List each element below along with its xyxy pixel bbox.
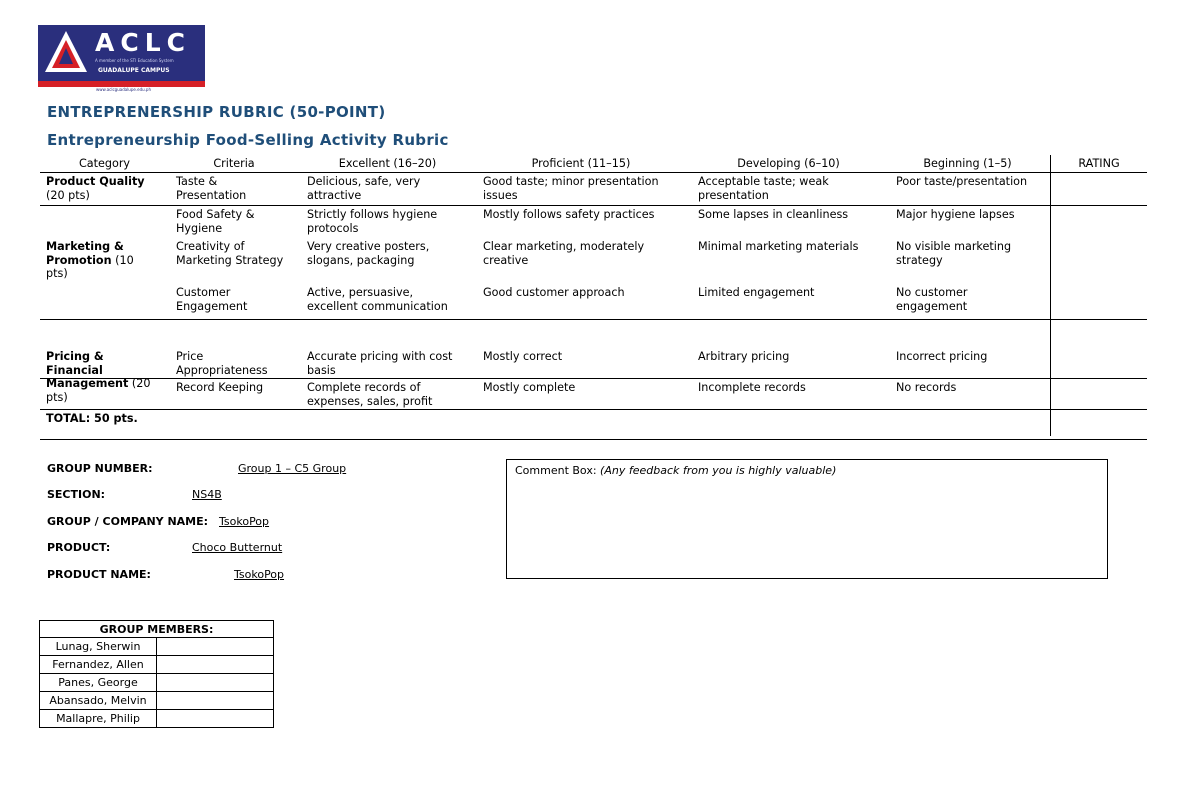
proficient-cell: Good customer approach [483,286,625,299]
developing-cell: Incomplete records [698,381,806,394]
criteria-cell: Price Appropriateness [176,350,268,377]
beginning-cell: Poor taste/presentation [896,175,1028,188]
beginning-cell: Incorrect pricing [896,350,988,363]
aclc-triangle-icon [42,28,90,76]
member-signature-cell[interactable] [157,692,274,710]
group-info [47,462,497,587]
header-proficient: Proficient (11–15) [531,157,631,170]
category-cell [46,175,166,202]
category-points: (20 pts) [46,377,151,404]
logo-campus: GUADALUPE CAMPUS [98,67,170,74]
beginning-cell: No records [896,381,957,394]
rubric-header-row [40,155,1147,173]
comment-box[interactable] [506,459,1108,579]
members-header: GROUP MEMBERS: [40,621,274,638]
logo-wordmark: ACLC [95,28,191,57]
criteria-cell: Food Safety & Hygiene [176,208,255,235]
developing-cell: Acceptable taste; weak presentation [698,175,829,202]
header-developing: Developing (6–10) [737,157,840,170]
page-subtitle: Entrepreneurship Food-Selling Activity Rubric [47,131,449,149]
rubric-table [40,155,1147,440]
criteria-cell: Creativity of Marketing Strategy [176,240,284,267]
section-value: NS4B [192,488,222,501]
criteria-cell: Customer Engagement [176,286,248,313]
rubric-row-group [40,206,1147,320]
member-row [40,692,274,710]
proficient-cell: Mostly correct [483,350,563,363]
member-signature-cell[interactable] [157,710,274,728]
proficient-cell: Mostly complete [483,381,576,394]
group-number-value: Group 1 – C5 Group [238,462,347,475]
aclc-logo [38,25,205,87]
header-beginning: Beginning (1–5) [923,157,1012,170]
developing-cell: Some lapses in cleanliness [698,208,849,221]
member-name: Abansado, Melvin [40,692,157,710]
criteria-cell: Taste & Presentation [176,175,247,202]
excellent-cell: Delicious, safe, very attractive [307,175,421,202]
excellent-cell: Strictly follows hygiene protocols [307,208,438,235]
category-name: Product Quality [46,175,145,188]
section-label: SECTION: [47,488,106,501]
proficient-cell: Clear marketing, moderately creative [483,240,645,267]
logo-url: www.aclcguadalupe.edu.ph [96,87,151,92]
developing-cell: Limited engagement [698,286,815,299]
page-title: ENTREPRENERSHIP RUBRIC (50-POINT) [47,103,386,121]
developing-cell: Arbitrary pricing [698,350,790,363]
company-label: GROUP / COMPANY NAME: [47,515,209,528]
category-name: Pricing & Financial Management [46,350,129,390]
member-signature-cell[interactable] [157,638,274,656]
excellent-cell: Active, persuasive, excellent communication [307,286,448,313]
category-points: (10 pts) [46,253,134,280]
rubric-row [40,379,1147,410]
header-category: Category [78,157,131,170]
comment-label: Comment Box: [515,464,597,477]
proficient-cell: Mostly follows safety practices [483,208,655,221]
product-value: Choco Butternut [192,541,283,554]
excellent-cell: Complete records of expenses, sales, profit [307,381,433,408]
beginning-cell: No visible marketing strategy [896,240,1012,267]
member-row [40,674,274,692]
member-name: Lunag, Sherwin [40,638,157,656]
comment-hint: (Any feedback from you is highly valuable) [600,464,837,477]
proficient-cell: Good taste; minor presentation issues [483,175,659,202]
member-name: Mallapre, Philip [40,710,157,728]
member-signature-cell[interactable] [157,674,274,692]
logo-tagline: A member of the STI Education System [95,58,174,63]
criteria-cell: Record Keeping [176,381,264,394]
member-signature-cell[interactable] [157,656,274,674]
group-members-table [39,620,274,728]
product-label: PRODUCT: [47,541,111,554]
developing-cell: Minimal marketing materials [698,240,859,253]
member-row [40,638,274,656]
rubric-row [40,173,1147,206]
category-name: Marketing & Promotion [46,240,124,267]
rubric-total-row [40,410,1147,440]
product-name-label: PRODUCT NAME: [47,568,151,581]
member-name: Fernandez, Allen [40,656,157,674]
beginning-cell: Major hygiene lapses [896,208,1015,221]
beginning-cell: No customer engagement [896,286,968,313]
member-name: Panes, George [40,674,157,692]
product-name-value: TsokoPop [234,568,285,581]
company-value: TsokoPop [219,515,270,528]
member-row [40,710,274,728]
group-number-label: GROUP NUMBER: [47,462,153,475]
category-points: (20 pts) [46,188,90,202]
member-row [40,656,274,674]
category-cell [46,240,156,281]
total-label: TOTAL: 50 pts. [46,412,138,425]
header-excellent: Excellent (16–20) [338,157,437,170]
excellent-cell: Very creative posters, slogans, packaging [307,240,430,267]
header-criteria: Criteria [213,157,255,170]
excellent-cell: Accurate pricing with cost basis [307,350,453,377]
header-rating: RATING [1078,157,1120,170]
comment-box-label-line [515,464,836,477]
